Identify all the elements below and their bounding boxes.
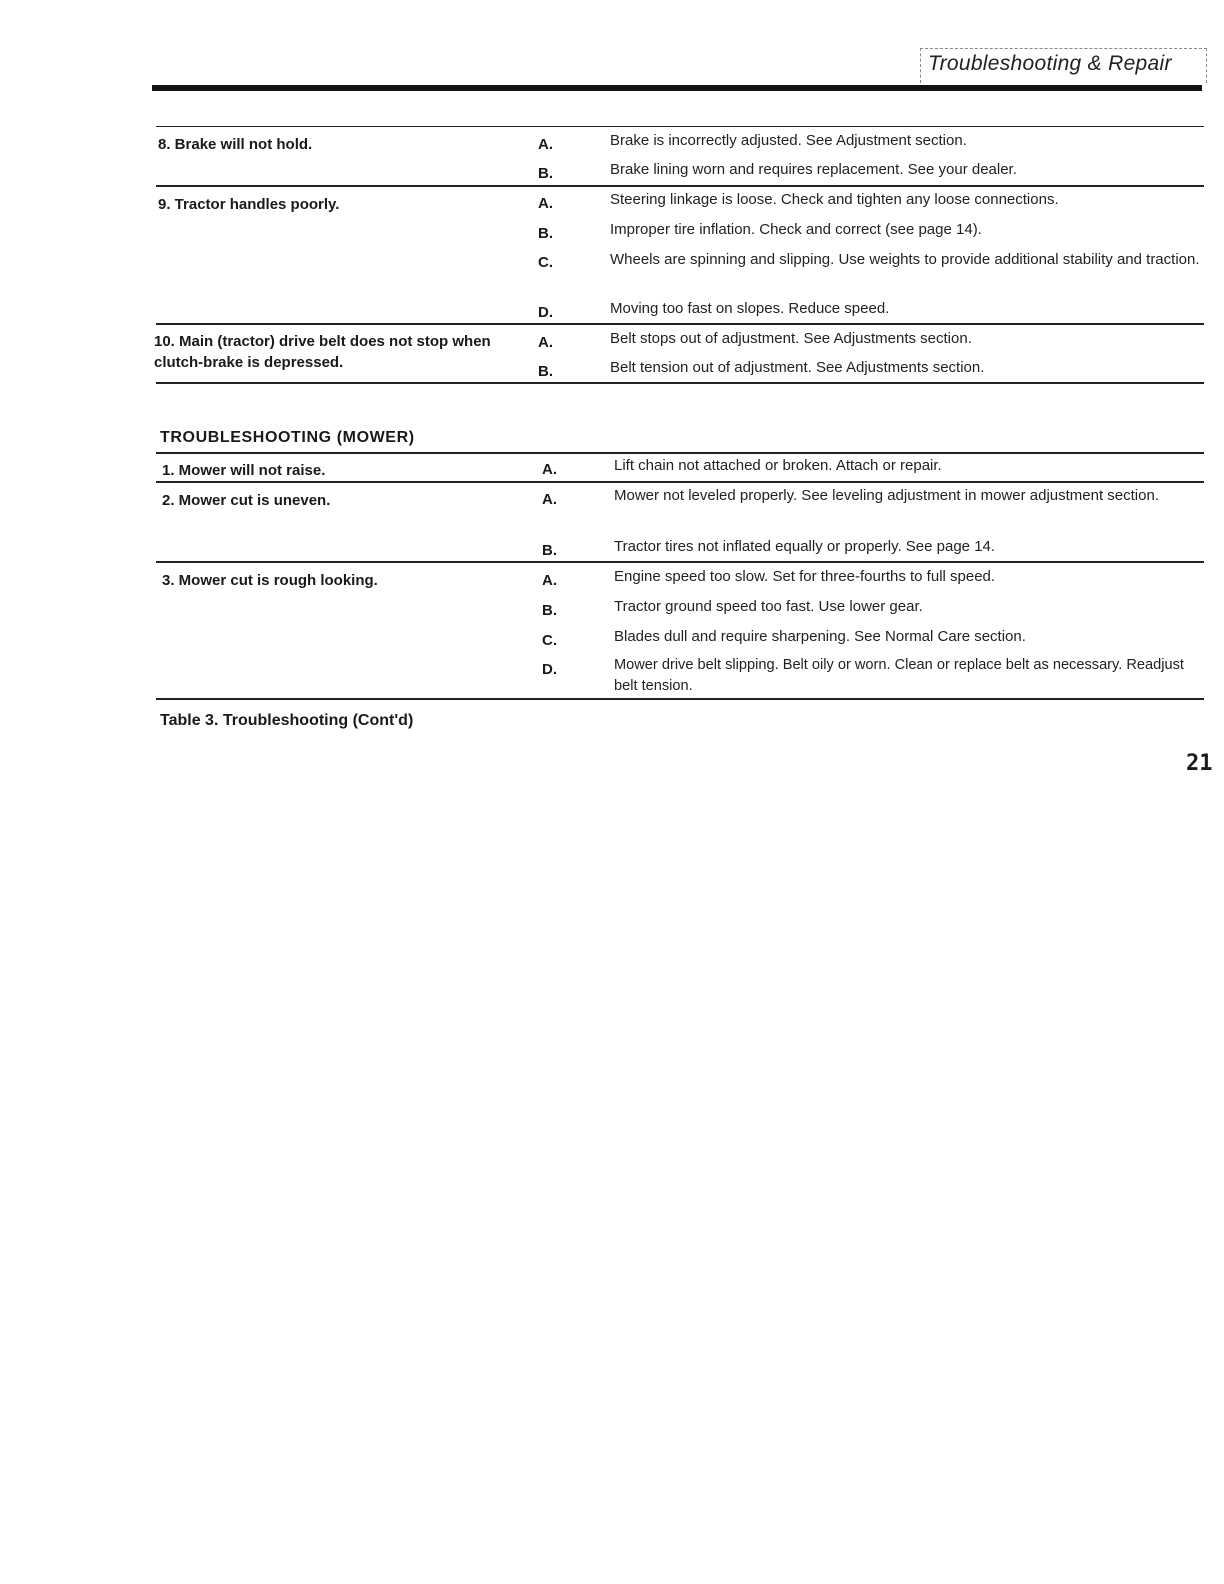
remedy-text: Mower drive belt slipping. Belt oily or worn. Clean or replace belt as necessary. Readjust belt tension. bbox=[614, 657, 1184, 694]
remedy-text: Improper tire inflation. Check and correct (see page 14). bbox=[610, 221, 982, 238]
problem-label: 3. Mower cut is rough looking. bbox=[162, 572, 378, 589]
remedy-text: Tractor tires not inflated equally or properly. See page 14. bbox=[614, 538, 996, 555]
problem-label: 9. Tractor handles poorly. bbox=[158, 196, 340, 213]
table-rule bbox=[156, 382, 1204, 384]
remedy-letter: D. bbox=[542, 661, 557, 678]
page-header-title: Troubleshooting & Repair bbox=[928, 52, 1172, 75]
problem-label: 1. Mower will not raise. bbox=[162, 462, 326, 479]
section-title: TROUBLESHOOTING (MOWER) bbox=[160, 429, 415, 446]
remedy-letter: A. bbox=[542, 572, 557, 589]
remedy-letter: D. bbox=[538, 304, 553, 321]
remedy-letter: B. bbox=[542, 602, 557, 619]
page-number: 21 bbox=[1186, 751, 1213, 776]
header-rule bbox=[152, 85, 1202, 91]
remedy-letter: A. bbox=[542, 491, 557, 508]
remedy-text: Moving too fast on slopes. Reduce speed. bbox=[610, 300, 890, 317]
remedy-letter: B. bbox=[538, 225, 553, 242]
problem-label: 10. Main (tractor) drive belt does not stop when clutch-brake is depressed. bbox=[154, 333, 491, 371]
remedy-text: Mower not leveled properly. See leveling adjustment in mower adjustment section. bbox=[614, 487, 1159, 504]
remedy-text: Engine speed too slow. Set for three-fourths to full speed. bbox=[614, 568, 996, 585]
remedy-text: Steering linkage is loose. Check and tighten any loose connections. bbox=[610, 191, 1059, 208]
remedy-text: Wheels are spinning and slipping. Use weights to provide additional stability and traction. bbox=[610, 251, 1200, 268]
table-rule bbox=[156, 126, 1204, 127]
remedy-text: Brake lining worn and requires replacement. See your dealer. bbox=[610, 161, 1017, 178]
problem-label: 8. Brake will not hold. bbox=[158, 136, 313, 153]
table-rule bbox=[156, 561, 1204, 563]
table-caption: Table 3. Troubleshooting (Cont'd) bbox=[160, 712, 414, 729]
table-rule bbox=[156, 698, 1204, 700]
table-rule bbox=[156, 452, 1204, 454]
table-rule bbox=[156, 185, 1204, 187]
remedy-text: Tractor ground speed too fast. Use lower gear. bbox=[614, 598, 923, 615]
remedy-letter: A. bbox=[538, 334, 553, 351]
remedy-letter: A. bbox=[538, 195, 553, 212]
table-rule bbox=[156, 481, 1204, 483]
remedy-letter: C. bbox=[538, 254, 553, 271]
remedy-letter: C. bbox=[542, 632, 557, 649]
remedy-letter: B. bbox=[538, 165, 553, 182]
remedy-text: Lift chain not attached or broken. Attach or repair. bbox=[614, 457, 942, 474]
remedy-letter: B. bbox=[542, 542, 557, 559]
remedy-letter: A. bbox=[542, 461, 557, 478]
problem-label: 2. Mower cut is uneven. bbox=[162, 492, 331, 509]
remedy-text: Belt tension out of adjustment. See Adjustments section. bbox=[610, 359, 985, 376]
remedy-letter: B. bbox=[538, 363, 553, 380]
remedy-text: Blades dull and require sharpening. See Normal Care section. bbox=[614, 628, 1026, 645]
remedy-letter: A. bbox=[538, 136, 553, 153]
table-rule bbox=[156, 323, 1204, 325]
remedy-text: Belt stops out of adjustment. See Adjustments section. bbox=[610, 330, 972, 347]
remedy-text: Brake is incorrectly adjusted. See Adjustment section. bbox=[610, 132, 967, 149]
